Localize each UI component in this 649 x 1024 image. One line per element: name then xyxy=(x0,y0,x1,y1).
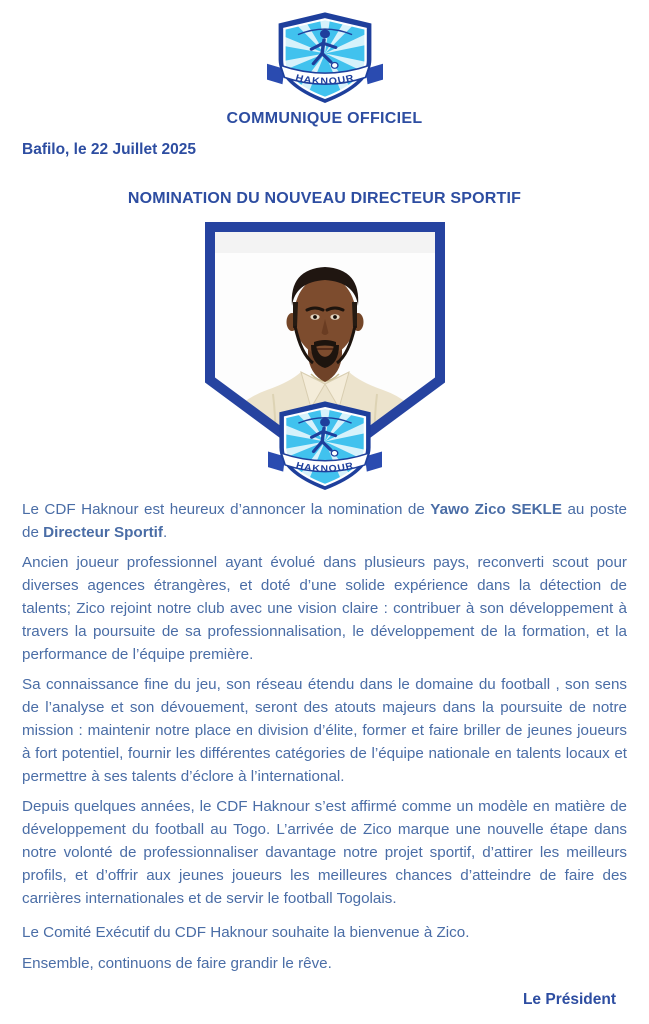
page-title: NOMINATION DU NOUVEAU DIRECTEUR SPORTIF xyxy=(127,190,522,207)
p1-name-bold: Yawo Zico SEKLE xyxy=(430,501,562,518)
club-crest-icon xyxy=(267,9,383,103)
document-type-heading: COMMUNIQUE OFFICIEL xyxy=(226,110,423,127)
closing-line-1: Le Comité Exécutif du CDF Haknour souhaite la bienvenue à Zico. xyxy=(22,924,470,941)
p1-post: . xyxy=(162,524,168,541)
club-crest-icon-small xyxy=(268,398,382,490)
paragraph-2: Ancien joueur professionnel ayant évolué dans plusieurs pays, reconverti scout pour diverses agences étrangères, et doté d’une solide expérience dans la détection de talents; Zico rejoint notre club avec une vision claire : contribuer à son développement à travers la poursuite de sa professionnalisation, le développement de la formation, et la performance de l’équipe première. xyxy=(22,554,627,663)
document-body xyxy=(22,498,627,1009)
paragraph-4: Depuis quelques années, le CDF Haknour s’est affirmé comme un modèle en matière de développement du football au Togo. L’arrivée de Zico marque une nouvelle étape dans notre volonté de professionnaliser davantage notre projet sportif, d’attirer les meilleurs profils, et d’offrir aux jeunes joueurs les meilleures chances d’atteindre de faire des carrières internationales et de servir le football Togolais. xyxy=(22,798,627,907)
paragraph-3: Sa connaissance fine du jeu, son réseau étendu dans le domaine du football , son sens de l’analyse et son dévouement, seront des atouts majeurs dans la poursuite de notre mission : maintenir notre place en division d’élite, former et faire briller de jeunes joueurs à fort potentiel, fournir les différentes catégories de l’équipe nationale en talents locaux et permettre à ses talents d’éclore à l’international. xyxy=(22,676,627,785)
dateline: Bafilo, le 22 Juillet 2025 xyxy=(22,141,197,158)
document-header xyxy=(0,0,649,128)
portrait-frame xyxy=(205,222,445,472)
paragraph-1 xyxy=(22,498,627,544)
p1-text: Le CDF Haknour est heureux d’annoncer la nomination de xyxy=(22,501,431,518)
closing-line-2: Ensemble, continuons de faire grandir le rêve. xyxy=(22,955,332,972)
p1-mid: au poste de xyxy=(22,501,628,541)
p1-role-bold: Directeur Sportif xyxy=(43,524,163,541)
signature: Le Président xyxy=(522,991,616,1008)
